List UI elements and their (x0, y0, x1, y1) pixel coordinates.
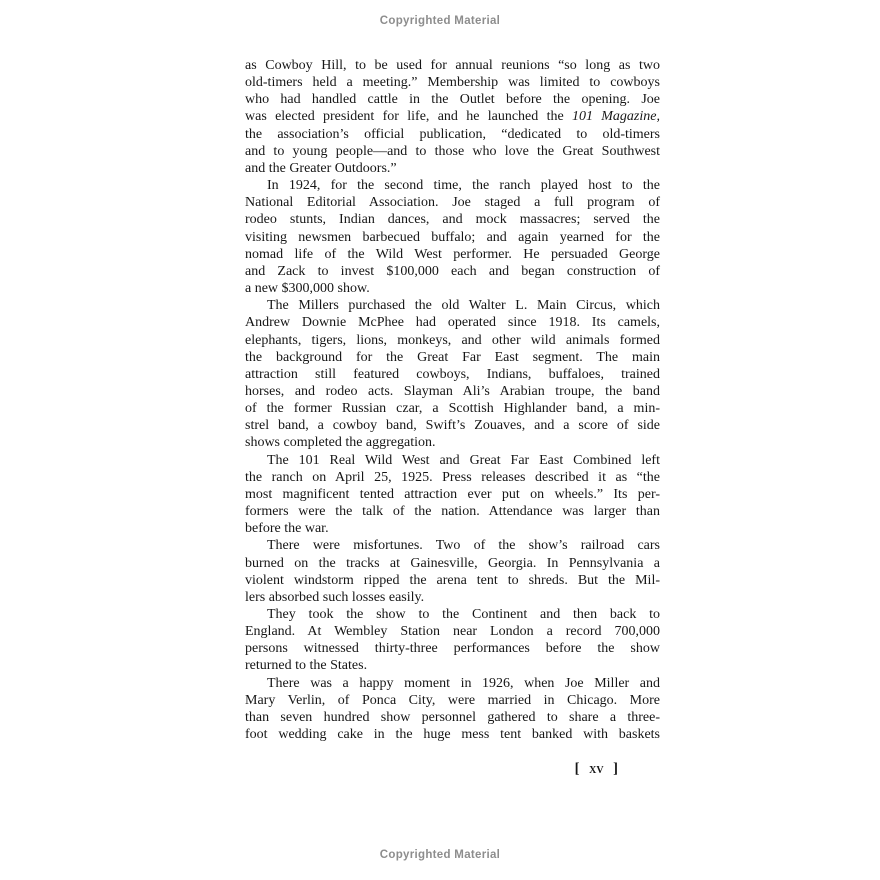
text-segment: lers absorbed such losses easily. (245, 589, 425, 605)
text-line (245, 657, 660, 674)
text-segment: of the former Russian czar, a Scottish Highlander band, a min- (245, 401, 660, 417)
paragraph (245, 177, 660, 297)
text-segment: rodeo stunts, Indian dances, and mock massacres; served the (245, 212, 660, 228)
text-line (245, 692, 660, 709)
text-line (245, 297, 660, 314)
text-segment: foot wedding cake in the huge mess tent banked with baskets (245, 727, 660, 743)
text-segment: persons witnessed thirty-three performances before the show (245, 641, 660, 657)
text-line (245, 589, 660, 606)
text-segment: the ranch on April 25, 1925. Press releases described it as “the (245, 469, 660, 485)
text-line (245, 91, 660, 108)
text-segment: who had handled cattle in the Outlet before the opening. Joe (245, 92, 660, 108)
paragraph (245, 452, 660, 538)
text-line (245, 332, 660, 349)
text-line (245, 503, 660, 520)
text-segment: shows completed the aggregation. (245, 435, 436, 451)
text-segment: most magnificent tented attraction ever put on wheels.” Its per- (245, 486, 660, 502)
text-segment: attraction still featured cowboys, Indians, buffaloes, trained (245, 366, 660, 382)
text-segment: the background for the Great Far East segment. The main (245, 349, 660, 365)
text-line (245, 108, 660, 125)
text-line (245, 486, 660, 503)
text-segment: There were misfortunes. Two of the show’s railroad cars (267, 538, 660, 554)
text-line (245, 229, 660, 246)
text-segment: and Zack to invest $100,000 each and began construction of (245, 263, 660, 279)
text-segment: old-timers held a meeting.” Membership was limited to cowboys (245, 75, 660, 91)
text-segment: than seven hundred show personnel gathered to share a three- (245, 709, 660, 725)
text-line (245, 280, 660, 297)
text-line (245, 555, 660, 572)
text-segment: The 101 Real Wild West and Great Far East Combined left (267, 452, 660, 468)
text-line (245, 726, 660, 743)
text-segment: was elected president for life, and he launched the (245, 109, 572, 125)
text-segment: as Cowboy Hill, to be used for annual reunions “so long as two (245, 58, 660, 73)
text-segment: The Millers purchased the old Walter L. Main Circus, which (267, 298, 660, 314)
text-line (245, 349, 660, 366)
copyright-notice-top: Copyrighted Material (379, 15, 501, 27)
text-line (245, 572, 660, 589)
text-segment: Mary Verlin, of Ponca City, were married in Chicago. More (245, 692, 660, 708)
text-segment: horses, and rodeo acts. Slayman Ali’s Arabian troupe, the band (245, 383, 660, 399)
paragraph (245, 297, 660, 451)
text-segment: They took the show to the Continent and then back to (267, 607, 660, 622)
text-segment: violent windstorm ripped the arena tent to shreds. But the Mil- (245, 572, 660, 588)
paragraph (245, 606, 660, 675)
text-segment: a new $300,000 show. (245, 281, 370, 297)
page-body (245, 57, 660, 743)
italic-text-segment: 101 Magazine, (571, 109, 660, 125)
text-line (245, 211, 660, 228)
text-line (245, 623, 660, 640)
paragraph (245, 57, 660, 177)
text-line (245, 417, 660, 434)
text-segment: England. At Wembley Station near London a record 700,000 (245, 624, 660, 640)
text-line (245, 640, 660, 657)
text-line (245, 143, 660, 160)
text-line (245, 194, 660, 211)
text-line (245, 537, 660, 554)
text-line (245, 520, 660, 537)
text-segment: before the war. (245, 521, 329, 537)
text-line (245, 263, 660, 280)
text-segment: elephants, tigers, lions, monkeys, and other wild animals formed (245, 332, 660, 348)
text-segment: There was a happy moment in 1926, when Joe Miller and (267, 675, 660, 691)
paragraph (245, 675, 660, 744)
text-line (245, 434, 660, 451)
text-line (245, 126, 660, 143)
text-segment: In 1924, for the second time, the ranch played host to the (267, 178, 660, 194)
text-line (245, 246, 660, 263)
text-segment: nomad life of the Wild West performer. He persuaded George (245, 246, 660, 262)
text-segment: and to young people—and to those who love the Great Southwest (245, 143, 660, 159)
text-line (245, 160, 660, 177)
text-line (245, 74, 660, 91)
text-segment: visiting newsmen barbecued buffalo; and again yearned for the (245, 229, 660, 245)
text-line (245, 469, 660, 486)
paragraph (245, 537, 660, 606)
text-line (245, 606, 660, 623)
text-segment: burned on the tracks at Gainesville, Georgia. In Pennsylvania a (245, 555, 660, 571)
text-segment: the association’s official publication, “dedicated to old-timers (245, 126, 660, 142)
text-line (245, 314, 660, 331)
text-line (245, 709, 660, 726)
text-line (245, 177, 660, 194)
text-segment: National Editorial Association. Joe staged a full program of (245, 195, 660, 211)
text-line (245, 675, 660, 692)
text-line (245, 452, 660, 469)
text-line (245, 400, 660, 417)
text-line (245, 383, 660, 400)
page-number: [ xv ] (574, 761, 618, 777)
text-segment: returned to the States. (245, 658, 368, 674)
text-line (245, 57, 660, 74)
text-segment: formers were the talk of the nation. Attendance was larger than (245, 504, 660, 520)
text-line (245, 366, 660, 383)
text-segment: and the Greater Outdoors.” (245, 160, 397, 176)
copyright-notice-bottom: Copyrighted Material (379, 849, 501, 861)
text-segment: Andrew Downie McPhee had operated since 1918. Its camels, (245, 315, 660, 331)
text-segment: strel band, a cowboy band, Swift’s Zouaves, and a score of side (245, 418, 660, 434)
